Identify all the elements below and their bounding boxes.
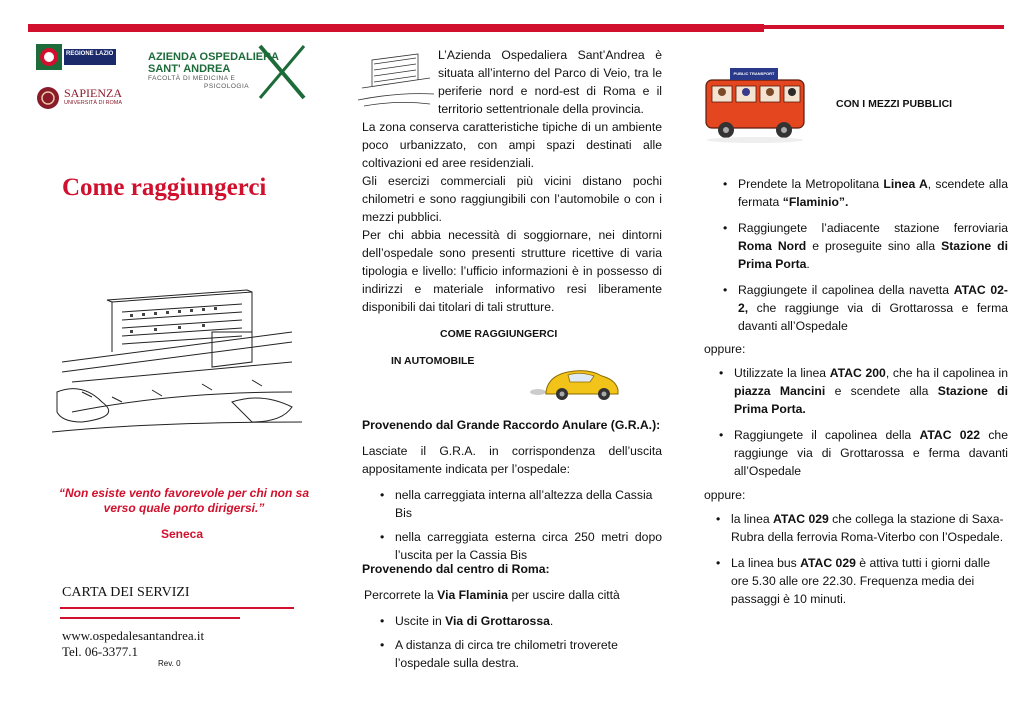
gra-heading: Provenendo dal Grande Raccordo Anulare (G.R.A.): <box>362 418 661 432</box>
b6-pre: la linea <box>731 512 774 526</box>
b4-mid2: e scendete alla <box>825 384 938 398</box>
hospital-name-line4: PSICOLOGIA <box>204 83 250 90</box>
b6-post: che collega la stazione di Saxa-Rubra della ferrovia Roma-Viterbo con l’Ospedale. <box>731 512 1004 544</box>
mezzi-pubblici-header: CON I MEZZI PUBBLICI <box>836 98 953 110</box>
list-item: • A distanza di circa tre chilometri troverete l’ospedale sulla destra. <box>380 638 618 670</box>
atac-029: ATAC 029 <box>773 512 829 526</box>
left-red-rule-2 <box>60 617 240 619</box>
intro-paragraph-1: L’Azienda Ospedaliera Sant’Andrea è situata all’interno del Parco di Veio, tra le periferie nord e nord-est di Roma e il territorio settentrionale della provincia. <box>438 48 662 116</box>
atac-022: ATAC 022 <box>919 428 981 442</box>
top-red-bar <box>28 24 764 32</box>
car-icon <box>528 362 624 402</box>
stazione-prima-porta-2: Stazione di Prima Porta. <box>734 384 1008 416</box>
bus-sign-text: PUBLIC TRANSPORT <box>733 71 775 76</box>
list-item: • Uscite in Via di Grottarossa. <box>380 614 554 628</box>
sapienza-name: SAPIENZA <box>64 86 123 100</box>
b2-post: . <box>806 257 810 271</box>
atac-02-2: ATAC 02-2, <box>738 283 1008 315</box>
oppure-1: oppure: <box>704 342 746 356</box>
b4-mid: , che ha il capolinea in <box>885 366 1008 380</box>
hospital-name-line2: SANT' ANDREA <box>148 63 231 75</box>
b1-pre: Prendete la Metropolitana <box>738 177 884 191</box>
list-item: • Raggiungete il capolinea della ATAC 022 che raggiunge via di Grottarossa e ferma davanti all’Ospedale <box>719 428 1008 478</box>
list-item: • Raggiungete il capolinea della navetta ATAC 02-2, che raggiunge via di Grottarossa e ferma davanti all’Ospedale <box>723 283 1008 333</box>
list-item: • la linea ATAC 029 che collega la stazione di Saxa-Rubra della ferrovia Roma-Viterbo con l’Ospedale. <box>716 512 1004 544</box>
gra-bullet-1: nella carreggiata interna all’altezza della Cassia Bis <box>395 488 653 520</box>
atac-200: ATAC 200 <box>829 366 886 380</box>
telephone: Tel. 06-3377.1 <box>62 644 138 659</box>
roma-nord: Roma Nord <box>738 239 807 253</box>
sapienza-sub: UNIVERSITÀ DI ROMA <box>64 100 123 106</box>
intro-block <box>362 46 662 316</box>
regione-lazio-logo <box>36 44 118 70</box>
gra-text: Lasciate il G.R.A. in corrispondenza dell’uscita appositamente indicata per l’ospedale: <box>362 444 662 476</box>
roma-text-post: per uscire dalla città <box>508 588 620 602</box>
b3-post: che raggiunge via di Grottarossa e ferma davanti all’Ospedale <box>738 301 1008 333</box>
roma-b1-pre: Uscite in <box>395 614 446 628</box>
hospital-name-line1: AZIENDA OSPEDALIERA <box>148 51 279 63</box>
b5-post: che raggiunge via di Grottarossa e ferma davanti all’Ospedale <box>734 428 1008 478</box>
hospital-x-mark-icon <box>256 44 308 100</box>
b7-post: è attiva tutti i giorni dalle ore 5.30 alle ore 22.30. Frequenza media dei passaggi è 10 minuti. <box>731 556 991 606</box>
b3-pre: Raggiungete il capolinea della navetta <box>738 283 954 297</box>
seneca-quote: “Non esiste vento favorevole per chi non sa verso quale porto dirigersi.” <box>58 486 310 515</box>
b4-pre: Utilizzate la linea <box>734 366 830 380</box>
hospital-building-sketch <box>52 272 304 442</box>
list-item: • Prendete la Metropolitana Linea A, scendete alla fermata “Flaminio”. <box>723 177 1008 209</box>
b2-pre: Raggiungete l’adiacente stazione ferroviaria <box>738 221 1008 235</box>
stazione-prima-porta: Stazione di Prima Porta <box>738 239 1008 271</box>
come-raggiungerci-header: COME RAGGIUNGERCI <box>440 328 558 340</box>
piazza-mancini: piazza Mancini <box>734 384 826 398</box>
roma-text-pre: Percorrete la <box>364 588 438 602</box>
linea-a: Linea A <box>883 177 928 191</box>
roma-bullet-2: A distanza di circa tre chilometri troverete l’ospedale sulla destra. <box>395 638 618 670</box>
carta-dei-servizi: CARTA DEI SERVIZI <box>62 585 190 600</box>
roma-b1-post: . <box>549 614 554 628</box>
list-item: • nella carreggiata interna all’altezza della Cassia Bis <box>380 488 653 520</box>
public-transport-section <box>704 175 1008 608</box>
top-red-bar-thin <box>764 25 1004 29</box>
intro-paragraph-4: Per chi abbia necessità di soggiornare, nei dintorni dell’ospedale sono presenti strutture ricettive di varia tipologia e livello: l’ufficio informazioni è in possesso di indirizzi e materiale informativo resi liberamente disponibili dai titolari di tali strutture. <box>362 228 662 314</box>
roma-text <box>362 586 662 604</box>
revision: Rev. 0 <box>158 659 181 668</box>
left-red-rule-1 <box>60 607 294 609</box>
page-title: Come raggiungerci <box>62 174 267 201</box>
list-item: • nella carreggiata esterna circa 250 metri dopo l’uscita per la Cassia Bis <box>380 530 662 562</box>
list-item: • La linea bus ATAC 029 è attiva tutti i giorni dalle ore 5.30 alle ore 22.30. Frequenza media dei passaggi è 10 minuti. <box>716 556 991 606</box>
atac-029-bus: ATAC 029 <box>800 556 856 570</box>
website-link[interactable]: www.ospedalesantandrea.it <box>62 628 205 643</box>
roma-section <box>362 560 662 672</box>
b5-pre: Raggiungete il capolinea della <box>734 428 920 442</box>
intro-paragraph-3: Gli esercizi commerciali più vicini distano pochi chilometri e sono raggiungibili con l’automobile o con i mezzi pubblici. <box>362 174 662 224</box>
list-item: • Raggiungete l’adiacente stazione ferroviaria Roma Nord e proseguite sino alla Stazione di Prima Porta. <box>723 221 1008 271</box>
oppure-2: oppure: <box>704 488 746 502</box>
regione-lazio-text: REGIONE LAZIO <box>66 51 114 57</box>
roma-heading: Provenendo dal centro di Roma: <box>362 562 550 576</box>
intro-paragraph-2: La zona conserva caratteristiche tipiche di un ambiente poco urbanizzato, con ampi spazi destinati alle coltivazioni ed aree residenziali. <box>362 120 662 170</box>
in-automobile-header: IN AUTOMOBILE <box>391 355 475 367</box>
b1-mid: , scendete alla fermata <box>738 177 1008 209</box>
gra-section <box>362 416 662 564</box>
via-di-grottarossa: Via di Grottarossa <box>445 614 550 628</box>
gra-bullet-2: nella carreggiata esterna circa 250 metri dopo l’uscita per la Cassia Bis <box>395 530 662 562</box>
quote-author: Seneca <box>160 527 204 541</box>
via-flaminia: Via Flaminia <box>437 588 509 602</box>
flaminio: “Flaminio”. <box>782 195 849 209</box>
b2-mid: e proseguite sino alla <box>806 239 942 253</box>
b7-pre: La linea bus <box>731 556 801 570</box>
list-item: • Utilizzate la linea ATAC 200, che ha il capolinea in piazza Mancini e scendete alla Stazione di Prima Porta. <box>719 366 1008 416</box>
hospital-name-line3: FACOLTÀ DI MEDICINA E <box>148 75 236 82</box>
sapienza-logo <box>36 84 136 112</box>
